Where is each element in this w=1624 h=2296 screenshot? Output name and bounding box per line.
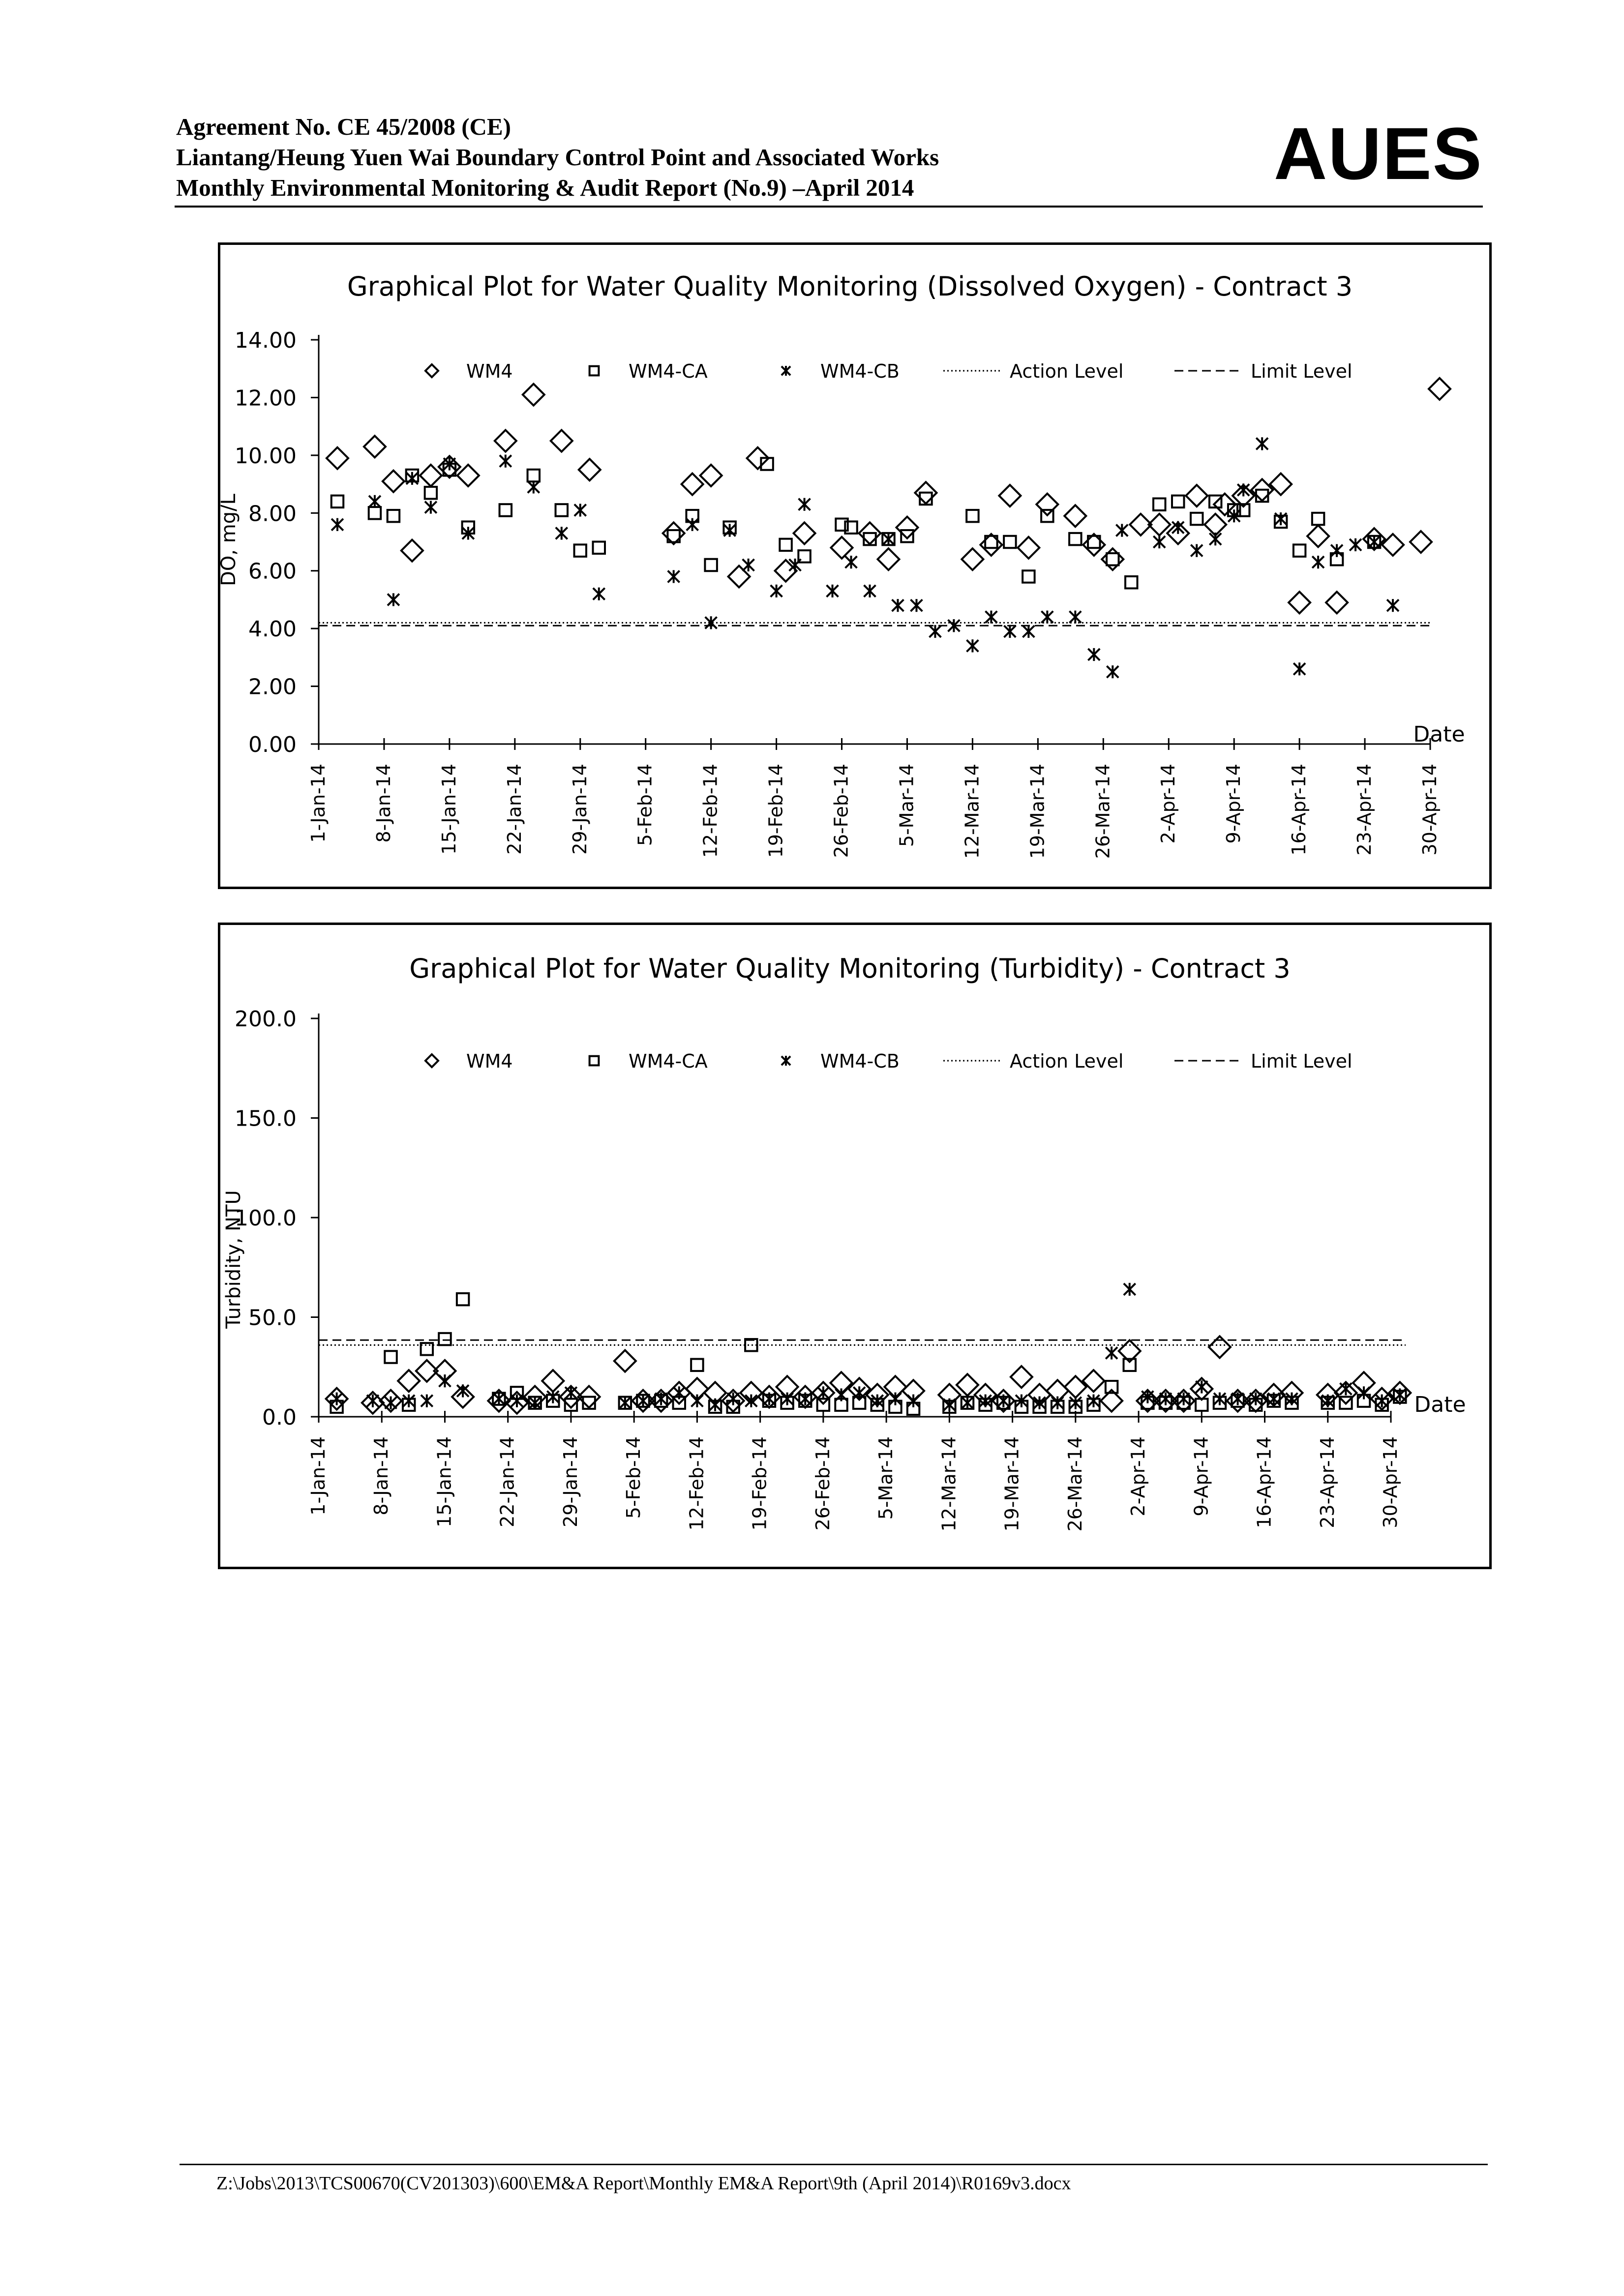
do-point-wm4	[999, 485, 1021, 507]
turb-point-wm4-cb	[890, 1392, 902, 1405]
header-report-title: Monthly Environmental Monitoring & Audit Report (No.9) –April 2014	[176, 174, 914, 201]
do-y-tick-label: 0.00	[248, 732, 297, 757]
turb-x-tick-label: 12-Mar-14	[938, 1436, 960, 1532]
turb-point-wm4	[542, 1370, 564, 1392]
turb-legend-marker-wm4-ca	[590, 1056, 599, 1066]
do-legend-marker-wm4-ca	[590, 366, 599, 376]
turb-point-wm4-cb	[1196, 1380, 1207, 1393]
do-legend-marker-wm4-cb	[782, 366, 790, 376]
do-point-wm4-ca	[1172, 496, 1184, 507]
turb-legend-marker-wm4	[425, 1054, 438, 1067]
do-point-wm4-ca	[331, 496, 343, 507]
do-legend-label: WM4	[466, 360, 513, 382]
do-legend-label: WM4-CB	[820, 360, 900, 382]
do-point-wm4-cb	[1191, 544, 1203, 557]
do-point-wm4	[728, 566, 750, 587]
do-point-wm4	[831, 537, 853, 559]
do-point-wm4-cb	[883, 533, 895, 545]
turb-point-wm4-cb	[997, 1395, 1009, 1407]
do-x-tick-label: 30-Apr-14	[1419, 764, 1441, 856]
turb-x-tick-label: 26-Feb-14	[812, 1436, 834, 1531]
do-point-wm4-cb	[1041, 611, 1053, 624]
do-point-wm4-ca	[556, 504, 568, 516]
do-point-wm4-cb	[500, 455, 511, 468]
do-point-wm4-ca	[1069, 533, 1081, 545]
footer-file-path: Z:\Jobs\2013\TCS00670(CV201303)\600\EM&A Report\Monthly EM&A Report\9th (April 2014)\R0169v3.docx	[216, 2173, 1071, 2194]
do-x-tick-label: 19-Feb-14	[765, 764, 787, 858]
turb-point-wm4-cb	[403, 1395, 415, 1407]
do-point-wm4-cb	[388, 593, 399, 606]
do-x-tick-label: 15-Jan-14	[438, 764, 460, 855]
turb-point-wm4-cb	[385, 1397, 397, 1409]
turb-x-tick-label: 23-Apr-14	[1316, 1436, 1338, 1528]
do-x-tick-label: 26-Mar-14	[1092, 764, 1114, 859]
do-point-wm4-cb	[1312, 556, 1324, 568]
do-point-wm4-cb	[406, 472, 418, 485]
do-point-wm4-ca	[1312, 513, 1324, 525]
do-point-wm4	[1036, 494, 1058, 515]
turb-x-tick-label: 26-Mar-14	[1064, 1436, 1086, 1532]
do-point-wm4-ca	[1023, 570, 1034, 582]
turb-x-tick-label: 1-Jan-14	[307, 1436, 329, 1516]
do-point-wm4-cb	[827, 585, 839, 597]
do-point-wm4-ca	[1004, 536, 1016, 548]
turb-x-tick-label: 15-Jan-14	[433, 1436, 455, 1527]
do-point-wm4-ca	[1107, 553, 1118, 565]
do-point-wm4	[1083, 534, 1105, 556]
do-point-wm4-ca	[388, 510, 399, 522]
do-point-wm4-ca	[500, 504, 511, 516]
turb-point-wm4-cb	[943, 1399, 955, 1411]
do-point-wm4	[1410, 531, 1432, 553]
do-point-wm4-cb	[1153, 536, 1165, 548]
turb-point-wm4-cb	[1340, 1382, 1352, 1395]
turb-point-wm4-cb	[1178, 1392, 1190, 1405]
do-point-wm4	[551, 430, 572, 452]
turb-point-wm4-ca	[457, 1293, 469, 1305]
turb-point-wm4-cb	[1358, 1386, 1370, 1399]
turb-title: Graphical Plot for Water Quality Monitoring (Turbidity) - Contract 3	[409, 953, 1291, 984]
do-x-label: Date	[1413, 722, 1465, 747]
do-point-wm4-cb	[705, 616, 717, 629]
do-point-wm4-cb	[574, 504, 586, 516]
turb-y-tick-label: 200.0	[235, 1007, 297, 1032]
do-point-wm4	[962, 548, 983, 570]
do-point-wm4-cb	[845, 556, 857, 568]
turb-x-tick-label: 29-Jan-14	[559, 1436, 581, 1527]
turb-point-wm4-cb	[782, 1392, 793, 1405]
turb-x-tick-label: 9-Apr-14	[1190, 1436, 1212, 1517]
do-x-tick-label: 16-Apr-14	[1288, 764, 1310, 856]
do-point-wm4-cb	[593, 588, 605, 600]
do-x-tick-label: 5-Feb-14	[634, 764, 656, 846]
header-divider	[175, 206, 1483, 208]
turb-point-wm4-ca	[439, 1333, 451, 1345]
turb-point-wm4	[1011, 1366, 1032, 1388]
do-point-wm4-ca	[425, 487, 437, 499]
do-point-wm4	[1382, 534, 1404, 556]
turb-point-wm4-cb	[1268, 1392, 1280, 1405]
do-point-wm4-cb	[771, 585, 782, 597]
do-y-tick-label: 12.00	[235, 386, 297, 411]
chart-do-svg	[217, 245, 1489, 887]
do-point-wm4-cb	[1023, 625, 1034, 638]
turb-point-wm4-cb	[619, 1397, 631, 1409]
do-point-wm4-ca	[1153, 498, 1165, 510]
do-y-tick-label: 4.00	[248, 617, 297, 642]
turb-point-wm4-cb	[1052, 1397, 1063, 1409]
turb-point-wm4-ca	[691, 1359, 703, 1371]
do-y-tick-label: 6.00	[248, 559, 297, 584]
do-x-tick-label: 26-Feb-14	[830, 764, 852, 858]
turb-point-wm4-cb	[692, 1395, 703, 1407]
turb-point-wm4-cb	[547, 1390, 559, 1403]
turb-y-tick-label: 100.0	[235, 1206, 297, 1231]
turb-x-tick-label: 12-Feb-14	[686, 1436, 708, 1531]
turb-point-wm4-cb	[1088, 1395, 1100, 1407]
do-point-wm4-cb	[799, 498, 811, 511]
do-point-wm4	[327, 447, 348, 469]
do-point-wm4	[364, 436, 386, 457]
turb-y-label: Turbidity, NTU	[222, 1190, 245, 1329]
chart-dissolved-oxygen	[218, 242, 1492, 889]
turb-point-wm4-cb	[709, 1399, 721, 1411]
aues-logo: AUES	[1274, 112, 1483, 195]
header-project-title: Liantang/Heung Yuen Wai Boundary Control Point and Associated Works	[176, 144, 939, 171]
turb-x-tick-label: 8-Jan-14	[370, 1436, 392, 1516]
do-point-wm4-cb	[425, 501, 437, 513]
turb-point-wm4-cb	[511, 1395, 523, 1407]
do-point-wm4	[1018, 537, 1039, 559]
turb-point-wm4-cb	[367, 1395, 379, 1407]
turb-point-wm4-cb	[1394, 1388, 1406, 1401]
turb-point-wm4-cb	[1070, 1397, 1082, 1409]
do-y-label: DO, mg/L	[217, 494, 240, 586]
turb-point-wm4	[957, 1374, 978, 1396]
do-point-wm4-cb	[687, 518, 698, 531]
do-point-wm4-ca	[1125, 576, 1137, 588]
do-point-wm4	[579, 459, 601, 480]
do-legend-marker-wm4	[425, 364, 438, 377]
turb-point-wm4-cb	[331, 1392, 343, 1405]
do-point-wm4-cb	[1209, 533, 1221, 545]
turb-point-wm4-cb	[962, 1397, 973, 1409]
turb-point-wm4-cb	[493, 1392, 505, 1405]
turb-x-tick-label: 19-Feb-14	[749, 1436, 771, 1531]
turb-legend-label: WM4	[466, 1050, 513, 1072]
turb-point-wm4-cb	[727, 1392, 739, 1405]
do-point-wm4	[1270, 474, 1292, 495]
do-point-wm4-cb	[724, 524, 736, 537]
do-point-wm4	[1102, 548, 1123, 570]
turb-point-wm4-cb	[1106, 1346, 1117, 1359]
turb-point-wm4-cb	[565, 1386, 577, 1399]
do-point-wm4-cb	[985, 611, 997, 624]
do-legend-label: WM4-CA	[629, 360, 708, 382]
do-point-wm4-cb	[1331, 544, 1343, 557]
turb-point-wm4-cb	[1376, 1395, 1388, 1407]
do-point-wm4-cb	[911, 599, 923, 612]
do-y-tick-label: 8.00	[248, 501, 297, 527]
do-point-wm4-cb	[967, 639, 979, 652]
turb-x-tick-label: 22-Jan-14	[496, 1436, 518, 1527]
do-point-wm4-cb	[1069, 611, 1081, 624]
do-y-tick-label: 2.00	[248, 674, 297, 700]
do-x-tick-label: 12-Mar-14	[961, 764, 983, 859]
do-point-wm4-cb	[1107, 665, 1118, 678]
turb-x-tick-label: 19-Mar-14	[1001, 1436, 1023, 1532]
do-point-wm4-cb	[668, 570, 680, 583]
turb-y-tick-label: 50.0	[248, 1305, 297, 1331]
do-point-wm4-cb	[528, 480, 540, 493]
turb-point-wm4-cb	[1232, 1392, 1244, 1405]
do-point-wm4-ca	[780, 539, 791, 551]
turb-legend-label: Limit Level	[1251, 1050, 1353, 1072]
do-point-wm4-cb	[1293, 662, 1305, 675]
do-x-tick-label: 23-Apr-14	[1353, 764, 1376, 856]
turb-x-label: Date	[1414, 1392, 1466, 1417]
turb-point-wm4	[398, 1370, 420, 1392]
footer-divider	[180, 2164, 1488, 2165]
do-point-wm4-ca	[901, 530, 913, 542]
do-title: Graphical Plot for Water Quality Monitoring (Dissolved Oxygen) - Contract 3	[347, 271, 1353, 302]
do-x-tick-label: 2-Apr-14	[1157, 764, 1179, 844]
do-point-wm4-cb	[556, 527, 568, 539]
do-x-tick-label: 1-Jan-14	[307, 764, 329, 843]
turb-point-wm4-cb	[763, 1392, 775, 1405]
turb-x-tick-label: 30-Apr-14	[1380, 1436, 1401, 1528]
turb-point-wm4-cb	[907, 1395, 919, 1407]
do-x-tick-label: 19-Mar-14	[1026, 764, 1049, 859]
do-point-wm4	[1064, 505, 1086, 527]
turb-point-wm4-cb	[673, 1386, 685, 1399]
do-point-wm4-cb	[1088, 648, 1100, 661]
do-point-wm4	[383, 471, 404, 492]
chart-turbidity	[218, 923, 1492, 1569]
do-x-tick-label: 8-Jan-14	[372, 764, 394, 843]
do-x-tick-label: 9-Apr-14	[1223, 764, 1245, 844]
do-x-tick-label: 5-Mar-14	[896, 764, 918, 847]
do-point-wm4	[663, 522, 685, 544]
do-x-tick-label: 22-Jan-14	[503, 764, 525, 855]
turb-point-wm4-cb	[1214, 1392, 1226, 1405]
do-point-wm4	[523, 384, 544, 406]
do-point-wm4-cb	[1350, 538, 1361, 551]
do-x-tick-label: 29-Jan-14	[569, 764, 591, 855]
turb-point-wm4-cb	[439, 1374, 451, 1387]
do-point-wm4-cb	[1275, 512, 1287, 525]
do-point-wm4	[980, 534, 1002, 556]
do-point-wm4-cb	[743, 559, 754, 571]
turb-x-tick-label: 16-Apr-14	[1253, 1436, 1275, 1528]
do-point-wm4	[877, 548, 899, 570]
do-point-wm4	[794, 522, 815, 544]
turb-point-wm4-cb	[655, 1392, 667, 1405]
turb-point-wm4-cb	[853, 1386, 865, 1399]
do-point-wm4-cb	[930, 625, 941, 638]
do-point-wm4-ca	[593, 542, 605, 554]
do-point-wm4-cb	[331, 518, 343, 531]
do-point-wm4	[1429, 378, 1450, 400]
turb-point-wm4-cb	[637, 1395, 649, 1407]
do-point-wm4	[401, 540, 423, 562]
do-point-wm4-ca	[966, 510, 978, 522]
do-point-wm4-cb	[892, 599, 904, 612]
do-point-wm4	[1307, 525, 1329, 547]
do-point-wm4-ca	[528, 470, 540, 481]
do-legend-label: Action Level	[1010, 360, 1124, 382]
do-point-wm4-cb	[369, 495, 381, 508]
turb-legend-label: WM4-CA	[629, 1050, 708, 1072]
turb-legend-label: Action Level	[1010, 1050, 1124, 1072]
do-point-wm4-cb	[1256, 437, 1268, 450]
do-point-wm4-ca	[574, 544, 586, 556]
turb-point-wm4-cb	[421, 1395, 433, 1407]
turb-point-wm4-cb	[836, 1388, 847, 1401]
turb-point-wm4-ca	[385, 1351, 396, 1363]
do-point-wm4-cb	[1116, 524, 1128, 537]
turb-point-wm4-ca	[745, 1339, 757, 1351]
do-point-wm4-ca	[705, 559, 717, 571]
turb-point-wm4-cb	[1124, 1283, 1136, 1296]
do-point-wm4	[1326, 592, 1348, 613]
do-point-wm4	[1204, 514, 1226, 536]
turb-legend-label: WM4-CB	[820, 1050, 900, 1072]
turb-x-tick-label: 5-Feb-14	[623, 1436, 645, 1519]
do-point-wm4	[896, 517, 918, 538]
do-y-tick-label: 14.00	[235, 328, 297, 353]
do-point-wm4-cb	[1387, 599, 1399, 612]
header-agreement: Agreement No. CE 45/2008 (CE)	[176, 113, 511, 140]
chart-turbidity-svg	[220, 925, 1489, 1567]
turb-y-tick-label: 0.0	[262, 1405, 297, 1430]
do-point-wm4-ca	[1293, 544, 1305, 556]
turb-point-wm4-cb	[799, 1392, 811, 1405]
do-point-wm4	[495, 430, 516, 452]
do-y-tick-label: 10.00	[235, 443, 297, 469]
turb-point-wm4-cb	[1160, 1392, 1172, 1405]
do-legend-label: Limit Level	[1251, 360, 1353, 382]
do-point-wm4-cb	[1368, 536, 1380, 548]
turb-x-tick-label: 5-Mar-14	[875, 1436, 897, 1520]
turb-point-wm4-cb	[817, 1386, 829, 1399]
do-point-wm4-ca	[369, 507, 381, 519]
turb-x-tick-label: 2-Apr-14	[1127, 1436, 1149, 1517]
do-point-wm4	[1186, 485, 1207, 507]
do-point-wm4-cb	[864, 585, 876, 597]
turb-y-tick-label: 150.0	[235, 1106, 297, 1132]
turb-point-wm4	[614, 1350, 636, 1372]
do-point-wm4-ca	[1191, 513, 1203, 525]
do-point-wm4-cb	[1004, 625, 1016, 638]
turb-point-wm4-ca	[421, 1343, 433, 1355]
turb-legend-marker-wm4-cb	[782, 1056, 790, 1066]
do-x-tick-label: 12-Feb-14	[699, 764, 722, 858]
do-point-wm4	[1289, 592, 1310, 613]
